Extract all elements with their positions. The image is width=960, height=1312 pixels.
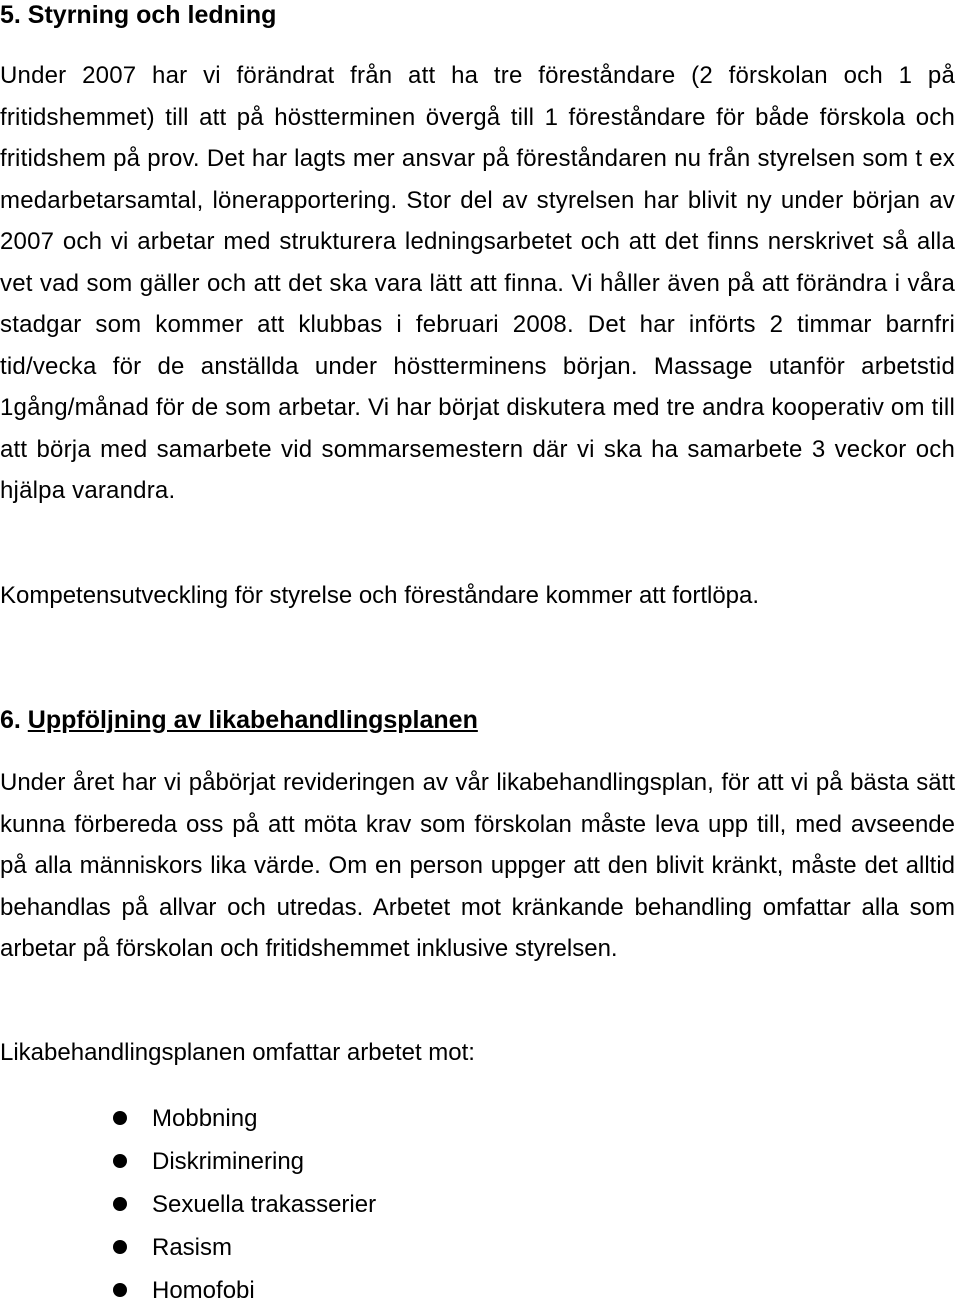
list-item (0, 1269, 376, 1312)
section-6-heading-number: 6. (0, 706, 28, 734)
section-5-paragraph: Under 2007 har vi förändrat från att ha tre föreståndare (2 förskolan och 1 på fritidshemmet) till att på höstterminen övergå till 1 föreståndare för både förskola och fritidshem på prov. Det har lagts mer ansvar på föreståndaren nu från styrelsen som t ex medarbetarsamtal, lönerapportering. Stor del av styrelsen har blivit ny under början av 2007 och vi arbetar med strukturera ledningsarbetet och att det finns nerskrivet så alla vet vad som gäller och att det ska vara lätt att finna. Vi håller även på att förändra i våra stadgar som kommer att klubbas i februari 2008. Det har införts 2 timmar barnfri tid/vecka för de anställda under höstterminens början. Massage utanför arbetstid 1gång/månad för de som arbetar. Vi har börjat diskutera med tre andra kooperativ om till att börja med samarbete vid sommarsemestern där vi ska ha samarbete 3 veckor och hjälpa varandra. (0, 62, 955, 504)
bullet-icon (113, 1111, 127, 1125)
bullet-icon (113, 1154, 127, 1168)
list-item (0, 1226, 376, 1269)
section-5-competence-paragraph: Kompetensutveckling för styrelse och föreståndare kommer att fortlöpa. (0, 582, 760, 609)
section-6-heading (0, 705, 478, 735)
list-item (0, 1140, 376, 1183)
section-6-paragraph: Under året har vi påbörjat revideringen av vår likabehandlingsplan, för att vi på bästa sätt kunna förbereda oss på att möta krav som förskolan måste leva upp till, med avseende på alla människors lika värde. Om en person uppger att den blivit kränkt, måste det alltid behandlas på allvar och utredas. Arbetet mot kränkande behandling omfattar alla som arbetar på förskolan och fritidshemmet inklusive styrelsen. (0, 769, 955, 962)
bullet-icon (113, 1197, 127, 1211)
list-item (0, 1097, 376, 1140)
bullet-list (0, 1097, 376, 1312)
list-intro: Likabehandlingsplanen omfattar arbetet mot: (0, 1039, 475, 1066)
section-6-heading-title: Uppföljning av likabehandlingsplanen (27, 706, 478, 734)
bullet-icon (113, 1240, 127, 1254)
list-item (0, 1183, 376, 1226)
bullet-icon (113, 1283, 127, 1297)
list-item-label: Rasism (152, 1234, 233, 1261)
list-item-label: Mobbning (152, 1105, 258, 1132)
list-item-label: Diskriminering (152, 1148, 305, 1175)
list-item-label: Sexuella trakasserier (152, 1191, 377, 1218)
list-item-label: Homofobi (152, 1277, 255, 1304)
section-5-heading: 5. Styrning och ledning (0, 1, 277, 29)
